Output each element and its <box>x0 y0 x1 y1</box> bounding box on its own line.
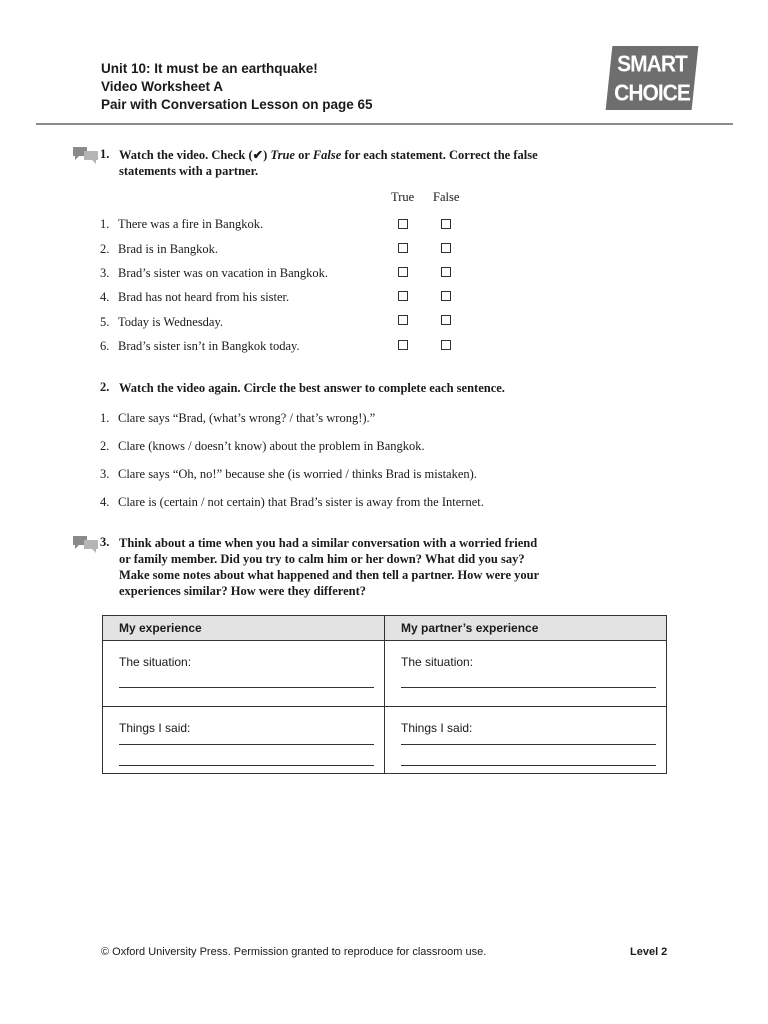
section-2-instruction: Watch the video again. Circle the best answer to complete each sentence. <box>119 381 505 395</box>
section-3-number: 3. <box>100 535 110 549</box>
sentence-item <box>100 411 375 426</box>
my-things-said-cell[interactable] <box>103 707 385 774</box>
section-2-number: 2. <box>100 380 110 394</box>
things-said-label: Things I said: <box>119 721 191 735</box>
item-text: Clare (knows / doesn’t know) about the problem in Bangkok. <box>118 439 425 453</box>
item-number: 1. <box>100 411 110 425</box>
item-text: Clare says “Oh, no!” because she (is worried / thinks Brad is mistaken). <box>118 467 477 481</box>
writing-line <box>401 765 656 766</box>
writing-line <box>119 687 374 688</box>
writing-line <box>119 744 374 745</box>
worksheet-subtitle: Video Worksheet A <box>101 79 224 94</box>
false-checkbox-2[interactable] <box>441 243 451 253</box>
section-1-instruction <box>119 147 559 179</box>
partner-situation-cell[interactable] <box>385 641 667 707</box>
false-checkbox-4[interactable] <box>441 291 451 301</box>
speech-bubbles-icon <box>72 145 100 165</box>
header-divider <box>36 123 733 125</box>
false-checkbox-6[interactable] <box>441 340 451 350</box>
item-number: 6. <box>100 339 110 353</box>
item-number: 3. <box>100 467 110 481</box>
statement-item <box>100 242 218 257</box>
sentence-item <box>100 439 425 454</box>
situation-row <box>103 641 667 707</box>
true-checkbox-6[interactable] <box>398 340 408 350</box>
statement-item <box>100 315 223 330</box>
false-checkbox-1[interactable] <box>441 219 451 229</box>
experience-table <box>102 615 667 774</box>
logo-line-1: SMART <box>617 51 687 77</box>
true-checkbox-1[interactable] <box>398 219 408 229</box>
table-header-row <box>103 616 667 641</box>
situation-label: The situation: <box>119 655 192 669</box>
true-checkbox-5[interactable] <box>398 315 408 325</box>
writing-line <box>401 687 656 688</box>
true-checkbox-4[interactable] <box>398 291 408 301</box>
item-text: Brad’s sister isn’t in Bangkok today. <box>118 339 300 353</box>
item-text: Brad is in Bangkok. <box>118 242 218 256</box>
section-3-instruction: Think about a time when you had a similar conversation with a worried friend or family member. Did you try to calm him or her down? What did you say? Make some notes about what happened and then tell a partner. How were your experiences similar? How were they different? <box>119 536 539 598</box>
partner-experience-header: My partner’s experience <box>385 616 667 641</box>
worksheet-header <box>101 60 373 114</box>
things-said-row <box>103 707 667 774</box>
statement-item <box>100 290 289 305</box>
sentence-item <box>100 467 477 482</box>
my-experience-header: My experience <box>103 616 385 641</box>
partner-things-said-cell[interactable] <box>385 707 667 774</box>
instruction-or: or <box>294 148 313 162</box>
situation-label: The situation: <box>401 655 474 669</box>
column-false-header: False <box>433 190 460 204</box>
item-number: 4. <box>100 290 110 304</box>
item-number: 1. <box>100 217 110 231</box>
false-checkbox-3[interactable] <box>441 267 451 277</box>
item-number: 2. <box>100 242 110 256</box>
things-said-label: Things I said: <box>401 721 473 735</box>
copyright-notice: © Oxford University Press. Permission granted to reproduce for classroom use. <box>101 946 487 958</box>
statement-item <box>100 339 300 354</box>
section-1-number: 1. <box>100 147 110 161</box>
unit-title: Unit 10: It must be an earthquake! <box>101 61 318 76</box>
lesson-reference: Pair with Conversation Lesson on page 65 <box>101 97 373 112</box>
logo-line-2: CHOICE <box>614 80 690 106</box>
false-checkbox-5[interactable] <box>441 315 451 325</box>
item-number: 5. <box>100 315 110 329</box>
true-checkbox-3[interactable] <box>398 267 408 277</box>
instruction-part-b: for each statement. Correct the false statements with a partner. <box>119 148 538 178</box>
statement-item <box>100 217 263 232</box>
item-number: 4. <box>100 495 110 509</box>
item-text: Clare is (certain / not certain) that Brad’s sister is away from the Internet. <box>118 495 484 509</box>
true-checkbox-2[interactable] <box>398 243 408 253</box>
level-label: Level 2 <box>630 946 668 958</box>
statement-item <box>100 266 328 281</box>
instruction-false-word: False <box>312 148 342 162</box>
instruction-true-word: True <box>270 148 295 162</box>
instruction-part-a: Watch the video. Check (✔) <box>119 148 271 162</box>
speech-bubbles-icon <box>72 534 100 554</box>
item-text: Brad’s sister was on vacation in Bangkok. <box>118 266 329 280</box>
writing-line <box>401 744 656 745</box>
item-text: Brad has not heard from his sister. <box>118 290 290 304</box>
item-text: Today is Wednesday. <box>118 315 224 329</box>
item-text: There was a fire in Bangkok. <box>118 217 264 231</box>
sentence-item <box>100 495 484 510</box>
item-number: 3. <box>100 266 110 280</box>
item-text: Clare says “Brad, (what’s wrong? / that’s wrong!).” <box>118 411 376 425</box>
smart-choice-logo-text <box>614 50 690 108</box>
writing-line <box>119 765 374 766</box>
column-true-header: True <box>391 190 415 204</box>
my-situation-cell[interactable] <box>103 641 385 707</box>
item-number: 2. <box>100 439 110 453</box>
